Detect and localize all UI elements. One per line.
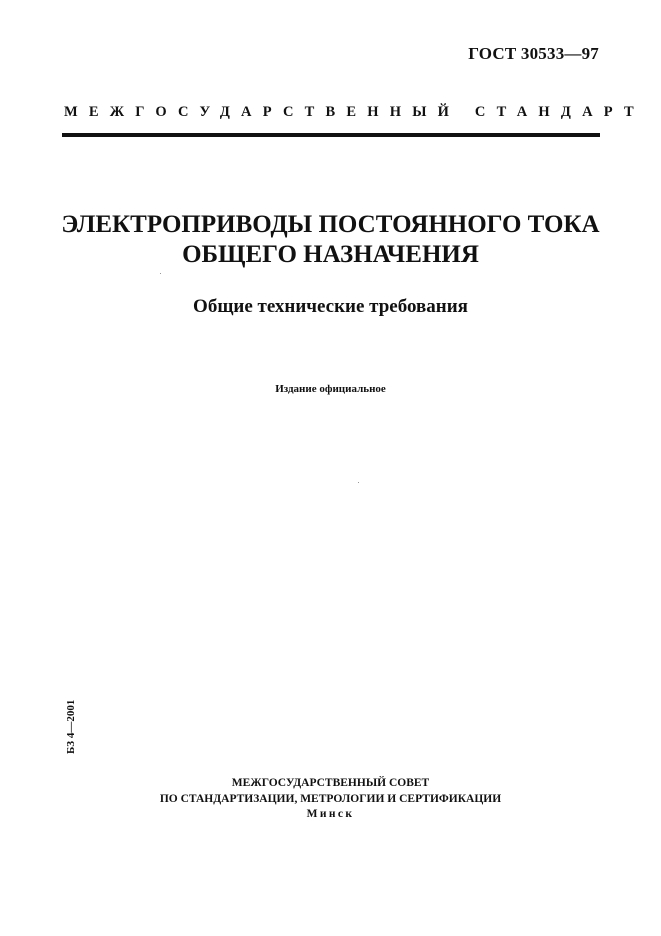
title-line-2: ОБЩЕГО НАЗНАЧЕНИЯ [182,241,479,268]
document-number: ГОСТ 30533—97 [468,44,599,63]
side-code: БЗ 4—2001 [65,699,77,754]
scan-speck [160,273,161,274]
header-divider [62,133,600,137]
publisher-block [0,776,661,823]
publisher-line-2: ПО СТАНДАРТИЗАЦИИ, МЕТРОЛОГИИ И СЕРТИФИКАЦИИ [159,792,502,805]
edition-note: Издание официальное [275,383,386,395]
standard-type-heading: МЕЖГОСУДАРСТВЕННЫЙ СТАНДАРТ [64,104,645,120]
publisher-line-1: МЕЖГОСУДАРСТВЕННЫЙ СОВЕТ [231,777,430,789]
scan-speck [358,482,359,483]
title-line-1: ЭЛЕКТРОПРИВОДЫ ПОСТОЯННОГО ТОКА [61,211,600,238]
document-subtitle: Общие технические требования [193,296,468,317]
publisher-city: Минск [306,808,355,820]
document-title [0,210,661,270]
